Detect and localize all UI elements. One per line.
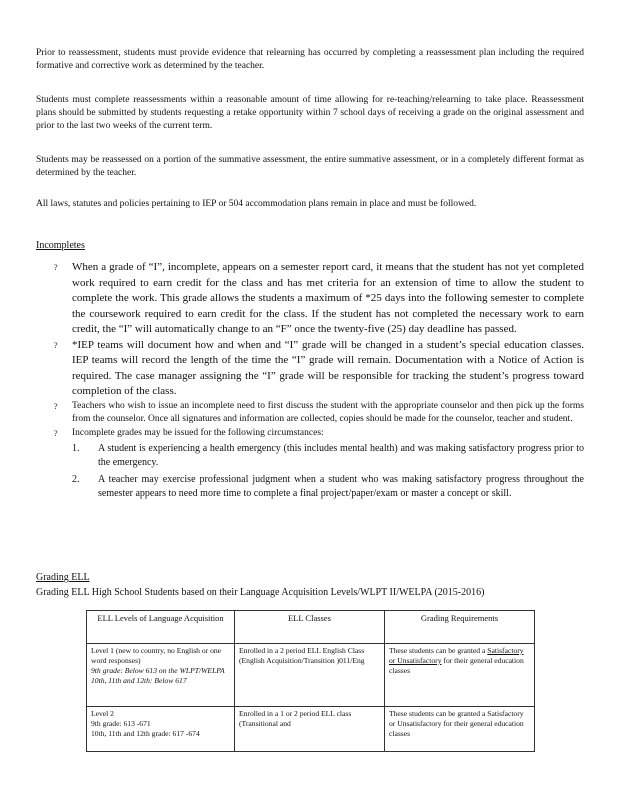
list-item — [72, 442, 584, 469]
incomplete-circumstances-text: Incomplete grades may be issued for the following circumstances: — [72, 427, 324, 438]
level-detail: 9th grade: Below 613 on the WLPT/WELPA — [91, 666, 225, 675]
grading-suffix: Satisfactory or Unsatisfactory for their general education classes — [389, 709, 524, 738]
table-cell-grading — [385, 644, 535, 707]
incompletes-heading: Incompletes — [36, 240, 85, 251]
iep-incomplete-text: *IEP teams will document how and when and “I” grade will be changed in a student’s special education classes. IEP teams will record the length of the time the “I” grade will remain. Documentation with a Notice of Action is required. The case manager assigning the “I” grade will be responsible for tracking the student’s progress toward completion of the class. — [72, 338, 584, 397]
table-cell-level — [87, 644, 235, 707]
table-cell-classes: Enrolled in a 2 period ELL English Class (English Acquisition/Transition )011/Eng — [235, 644, 385, 707]
ell-grading-table — [86, 610, 535, 752]
level-detail-upper: 10th, 11th and 12th grade: 617 -674 — [91, 729, 200, 738]
level-detail-upper: 10th, 11th and 12th: Below 617 — [91, 676, 187, 685]
table-cell-classes: Enrolled in a 1 or 2 period ELL class (Transitional and — [235, 707, 385, 752]
list-number: 2. — [72, 474, 80, 485]
bullet-mark: ? — [54, 401, 58, 411]
circumstance-health-text: A student is experiencing a health emergency (this includes mental health) and was making satisfactory progress prior to the emergency. — [98, 443, 584, 468]
level-title: Level 2 — [91, 709, 114, 718]
paragraph-iep-504: All laws, statutes and policies pertaining to IEP or 504 accommodation plans remain in place and must be followed. — [36, 199, 477, 209]
list-number: 1. — [72, 443, 80, 454]
table-row — [87, 707, 535, 752]
grading-suffix: for their general education classes — [389, 656, 524, 675]
column-header-grading: Grading Requirements — [385, 611, 535, 644]
level-detail: 9th grade: 613 -671 — [91, 719, 151, 728]
level-title: Level 1 (new to country, no English or one word responses) — [91, 646, 222, 665]
column-header-levels: ELL Levels of Language Acquisition — [87, 611, 235, 644]
column-header-classes: ELL Classes — [235, 611, 385, 644]
incomplete-definition-text: When a grade of “I”, incomplete, appears on a semester report card, it means that the student has not yet completed work required to earn credit for the class and has met criteria for an extension of time to allow the student to complete the work. This grade allows the students a maximum of *25 days into the following semester to complete the coursework required to earn credit for the class. If the student has not completed the necessary work to earn credit, the “I” will automatically change to an “F” once the twenty-five (25) day deadline has passed. — [72, 261, 584, 335]
grading-underlined: Satisfactory or Unsatisfactory — [389, 646, 524, 665]
list-item — [54, 338, 584, 400]
table-header-row — [87, 611, 535, 644]
grading-ell-heading: Grading ELL — [36, 572, 90, 583]
bullet-mark: ? — [54, 428, 58, 438]
list-item — [54, 427, 584, 501]
paragraph-reassessment-format: Students may be reassessed on a portion of the summative assessment, the entire summative assessment, or in a completely different format as determined by the teacher. — [36, 155, 584, 178]
bullet-mark: ? — [54, 263, 58, 272]
list-item — [54, 400, 584, 427]
bullet-mark: ? — [54, 340, 58, 350]
circumstance-judgment-text: A teacher may exercise professional judgment when a student who was making satisfactory progress throughout the semester appears to need more time to complete a final project/paper/exam or master a concept or skill. — [98, 474, 584, 499]
paragraph-reassessment-evidence: Prior to reassessment, students must provide evidence that relearning has occurred by completing a reassessment plan including the required formative and corrective work as determined by the teacher. — [36, 48, 584, 71]
teacher-incomplete-text: Teachers who wish to issue an incomplete need to first discuss the student with the appropriate counselor and then pick up the forms from the counselor. Once all signatures and information are collected, copies should be made for the counselor, teacher and student. — [72, 400, 584, 424]
list-item — [54, 260, 584, 338]
circumstances-list — [72, 442, 584, 500]
table-row — [87, 644, 535, 707]
grading-ell-subheading: Grading ELL High School Students based on their Language Acquisition Levels/WLPT II/WELPA (2015-2016) — [36, 587, 485, 598]
table-cell-grading — [385, 707, 535, 752]
grading-prefix: These students can be granted a — [389, 646, 486, 655]
list-item — [72, 473, 584, 500]
grading-prefix: These students can be granted a — [389, 709, 486, 718]
incompletes-list — [54, 260, 584, 500]
paragraph-reassessment-timeline: Students must complete reassessments within a reasonable amount of time allowing for re-teaching/relearning to take place. Reassessment plans should be submitted by students requesting a retake opportunity within 7 school days of receiving a grade on the original assessment and prior to the last two weeks of the current term. — [36, 95, 584, 131]
table-cell-level — [87, 707, 235, 752]
